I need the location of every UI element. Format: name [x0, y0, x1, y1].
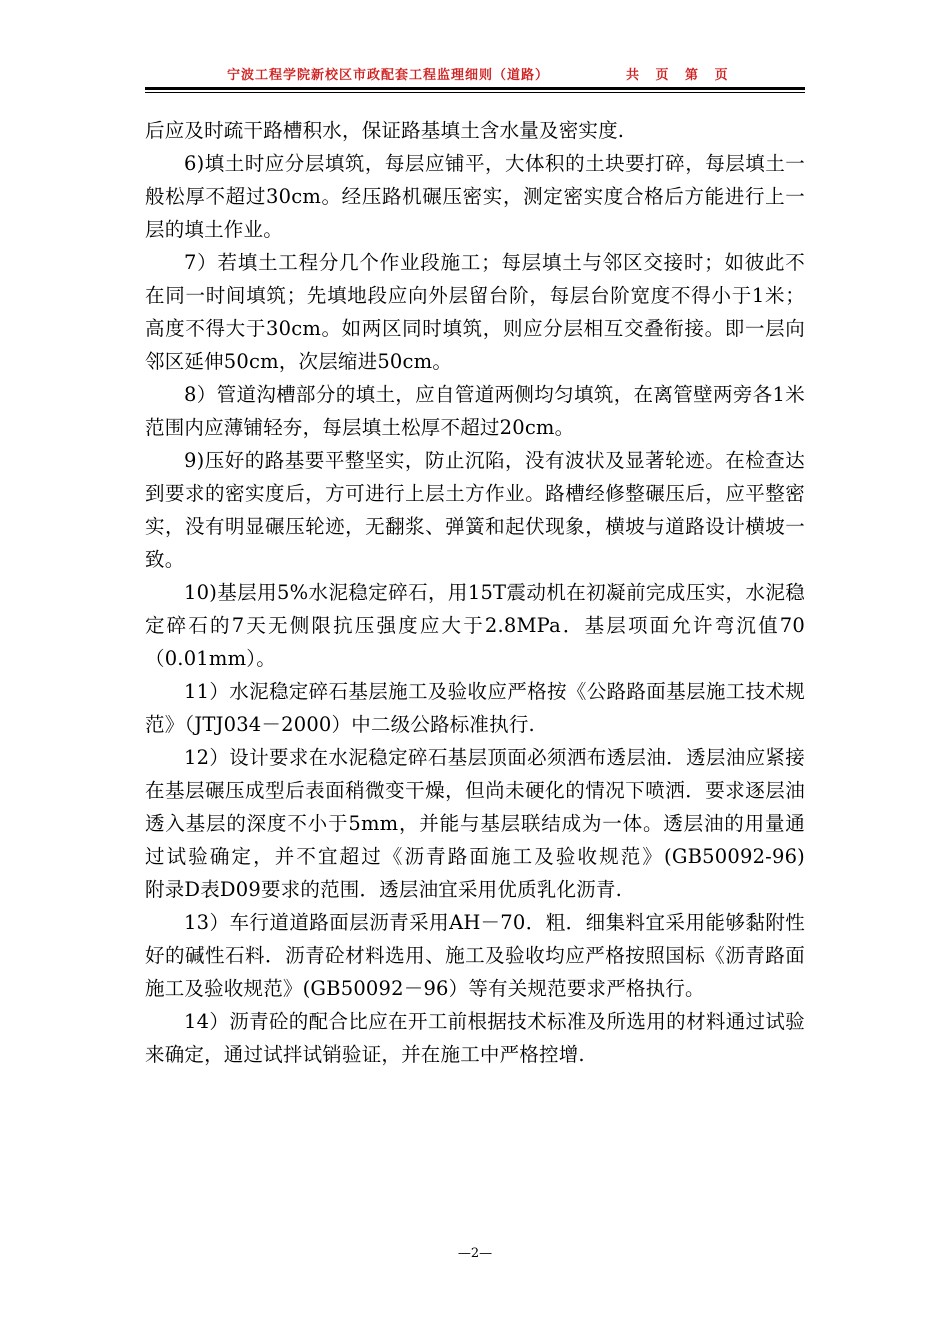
header-page-count: 共 页 第 页 [626, 68, 728, 83]
page-number: —2— [457, 1246, 493, 1261]
page-header [145, 64, 805, 86]
paragraph-item-7: 7）若填土工程分几个作业段施工；每层填土与邻区交接时；如彼此不在同一时间填筑；先填地段应向外层留台阶，每层台阶宽度不得小于1米；高度不得大于30cm。如两区同时填筑，则应分层相互交叠衔接。即一层向邻区延伸50cm，次层缩进50cm。 [145, 251, 805, 373]
paragraph-item-12: 12）设计要求在水泥稳定碎石基层顶面必须洒布透层油．透层油应紧接在基层碾压成型后表面稍微变干燥，但尚未硬化的情况下喷洒．要求逐层油透入基层的深度不小于5mm，并能与基层联结成为一体。透层油的用量通过试验确定，并不宜超过《沥青路面施工及验收规范》(GB50092-96) 附录D表D09要求的范围．透层油宜采用优质乳化沥青. [145, 746, 845, 901]
document-body [145, 114, 845, 1071]
paragraph-item-6: 6)填土时应分层填筑，每层应铺平，大体积的土块要打碎，每层填土一般松厚不超过30cm。经压路机碾压密实，测定密实度合格后方能进行上一层的填土作业。 [145, 152, 805, 241]
paragraph-item-14: 14）沥青砼的配合比应在开工前根据技术标准及所选用的材料通过试验来确定，通过试拌试销验证，并在施工中严格控增. [145, 1010, 805, 1066]
header-thick-rule [145, 87, 805, 90]
header-title: 宁波工程学院新校区市政配套工程监理细则（道路） [227, 68, 550, 83]
paragraph-continuation: 后应及时疏干路槽积水，保证路基填土含水量及密实度. [145, 119, 625, 142]
header-thin-rule [145, 92, 805, 93]
paragraph-item-8: 8）管道沟槽部分的填土，应自管道两侧均匀填筑，在离管壁两旁各1米范围内应薄铺轻夯，每层填土松厚不超过20cm。 [145, 383, 805, 439]
paragraph-item-13: 13）车行道道路面层沥青采用AH－70．粗．细集料宜采用能够黏附性好的碱性石料．沥青砼材料选用、施工及验收均应严格按照国标《沥青路面施工及验收规范》(GB50092－96）等有关规范要求严格执行。 [145, 911, 805, 1000]
paragraph-item-10: 10)基层用5%水泥稳定碎石，用15T震动机在初凝前完成压实，水泥稳定碎石的7天无侧限抗压强度应大于2.8MPa．基层项面允许弯沉值70（0.01mm）。 [145, 581, 805, 670]
paragraph-item-11: 11）水泥稳定碎石基层施工及验收应严格按《公路路面基层施工技术规范》（JTJ034－2000）中二级公路标准执行. [145, 680, 805, 736]
paragraph-item-9: 9)压好的路基要平整坚实，防止沉陷，没有波状及显著轮迹。在检查达到要求的密实度后，方可进行上层土方作业。路槽经修整碾压后，应平整密实，没有明显碾压轮迹，无翻浆、弹簧和起伏现象，横坡与道路设计横坡一致。 [145, 449, 805, 571]
